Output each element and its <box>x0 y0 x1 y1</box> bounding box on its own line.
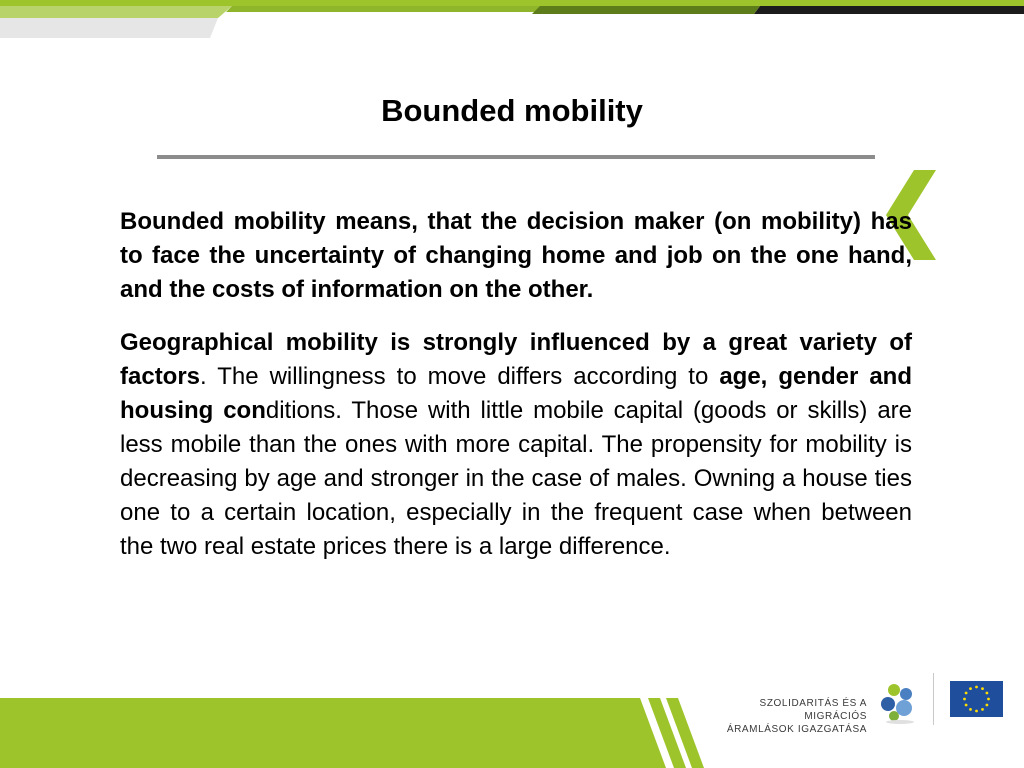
paragraph-1-text: Bounded mobility means, that the decision maker (on mobility) has to face the uncertainty of changing home and job on the one hand, and the costs of information on the other. <box>120 208 912 303</box>
title-underline <box>157 155 875 159</box>
footer-divider <box>933 673 934 725</box>
paragraph-2 <box>120 326 912 564</box>
slide-title: Bounded mobility <box>381 93 643 128</box>
slide-body <box>120 205 912 583</box>
top-banner <box>0 0 1024 40</box>
paragraph-2-bold-1: Geographical mobility is strongly influenced by a great variety of factors <box>120 329 912 390</box>
bottom-banner <box>0 698 1024 768</box>
org-name-line-2: ÁRAMLÁSOK IGAZGATÁSA <box>726 724 867 735</box>
paragraph-2-text-2: ditions. Those with little mobile capital (goods or skills) are less mobile than the ones with more capital. The propensity for mobility is decreasing by age and stronger in the case of males. Owning a house ties one to a certain location, especially in the frequent case when between the two real estate prices there is a large difference. <box>120 397 912 560</box>
eu-flag-icon <box>950 681 1003 717</box>
paragraph-2-text-1: . The willingness to move differs according to <box>200 363 720 390</box>
org-logo-icon <box>878 680 920 724</box>
paragraph-2-bold-2: age, gender and housing con <box>120 363 913 424</box>
org-name-line-1: SZOLIDARITÁS ÉS A MIGRÁCIÓS <box>759 698 867 722</box>
paragraph-1 <box>120 205 912 307</box>
org-name <box>702 697 867 736</box>
